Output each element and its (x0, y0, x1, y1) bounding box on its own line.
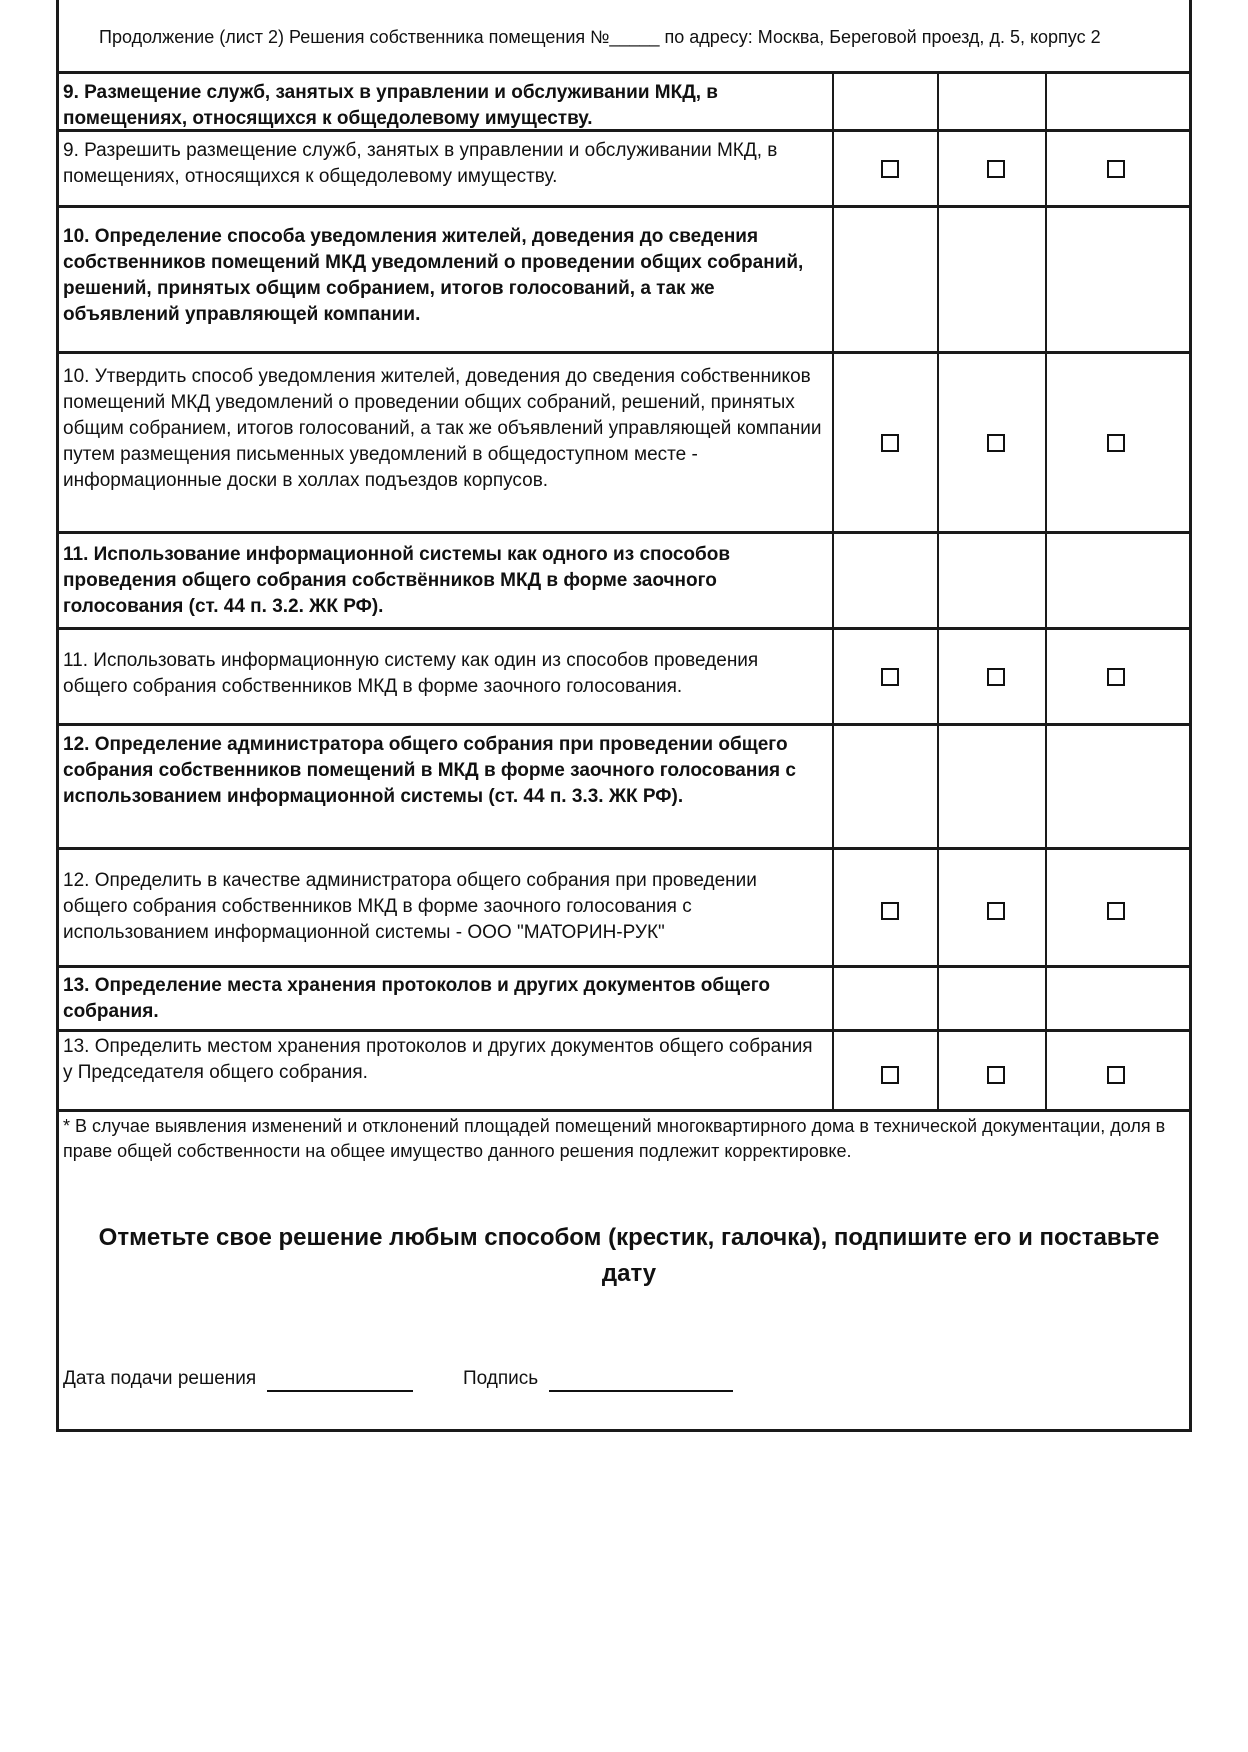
vote-abstain-checkbox[interactable] (1107, 902, 1125, 920)
column-divider (1045, 208, 1047, 351)
row-text: 12. Определение администратора общего собрания при проведении общего собрания собственников помещений в МКД в форме заочного голосования с использованием информационной системы (ст. 44 п. 3.3. ЖК РФ). (63, 734, 796, 807)
row-text: 13. Определение места хранения протоколов и других документов общего собрания. (63, 975, 770, 1022)
column-divider (832, 726, 834, 847)
question-row-9-decision (59, 132, 1189, 208)
column-divider (1045, 726, 1047, 847)
column-divider (937, 1032, 939, 1109)
row-text: 10. Утвердить способ уведомления жителей, доведения до сведения собственников помещений МКД уведомлений о проведении общих собраний, решений, принятых общим собранием, итогов голосований, а так же объявлений управляющей компании путем размещения письменных уведомлений в общедоступном месте - информационные доски в холлах подъездов корпусов. (63, 366, 822, 491)
column-divider (1045, 132, 1047, 205)
vote-against-checkbox[interactable] (987, 668, 1005, 686)
column-divider (1045, 354, 1047, 531)
date-field (63, 1366, 413, 1392)
question-row-13-decision (59, 1032, 1189, 1112)
row-text: 12. Определить в качестве администратора общего собрания при проведении общего собрания собственников МКД в форме заочного голосования с использованием информационной системы - ООО "МАТОРИН-РУК" (63, 870, 757, 943)
vote-against-checkbox[interactable] (987, 434, 1005, 452)
vote-abstain-checkbox[interactable] (1107, 434, 1125, 452)
column-divider (937, 74, 939, 129)
question-row-13-title (59, 968, 1189, 1032)
footnote: * В случае выявления изменений и отклонений площадей помещений многоквартирного дома в технической документации, доля в праве общей собственности на общее имущество данного решения подлежит корректировке. (63, 1116, 1166, 1161)
column-divider (832, 132, 834, 205)
instruction-heading: Отметьте свое решение любым способом (крестик, галочка), подпишите его и поставьте дату (98, 1224, 1160, 1287)
question-row-12-title (59, 726, 1189, 850)
column-divider (832, 354, 834, 531)
vote-for-checkbox[interactable] (881, 1066, 899, 1084)
row-text: 11. Использование информационной системы как одного из способов проведения общего собрания собствёнников МКД в форме заочного голосования (ст. 44 п. 3.2. ЖК РФ). (63, 544, 731, 617)
column-divider (937, 354, 939, 531)
row-text: 13. Определить местом хранения протоколов и других документов общего собрания у Председателя общего собрания. (63, 1036, 813, 1083)
page-header: Продолжение (лист 2) Решения собственника помещения №_____ по адресу: Москва, Береговой проезд, д. 5, корпус 2 (59, 0, 1189, 74)
question-row-11-title (59, 534, 1189, 630)
question-row-10-title (59, 208, 1189, 354)
vote-abstain-checkbox[interactable] (1107, 1066, 1125, 1084)
column-divider (937, 208, 939, 351)
row-text: 10. Определение способа уведомления жителей, доведения до сведения собственников помещений МКД уведомлений о проведении общих собраний, решений, принятых общим собранием, итогов голосований, а так же объявлений управляющей компании. (63, 226, 804, 325)
column-divider (937, 968, 939, 1029)
column-divider (1045, 968, 1047, 1029)
row-text: 11. Использовать информационную систему как один из способов проведения общего собрания собственников МКД в форме заочного голосования. (63, 650, 759, 697)
signature-input-line[interactable] (549, 1370, 733, 1392)
question-row-10-decision (59, 354, 1189, 534)
vote-abstain-checkbox[interactable] (1107, 160, 1125, 178)
vote-for-checkbox[interactable] (881, 160, 899, 178)
date-label: Дата подачи решения (63, 1368, 257, 1389)
vote-for-checkbox[interactable] (881, 668, 899, 686)
column-divider (832, 968, 834, 1029)
column-divider (1045, 534, 1047, 627)
vote-for-checkbox[interactable] (881, 902, 899, 920)
column-divider (1045, 74, 1047, 129)
column-divider (832, 630, 834, 723)
column-divider (1045, 630, 1047, 723)
column-divider (937, 850, 939, 965)
signature-field (463, 1366, 733, 1392)
signature-label: Подпись (463, 1368, 539, 1389)
column-divider (832, 534, 834, 627)
row-text: 9. Разрешить размещение служб, занятых в управлении и обслуживании МКД, в помещениях, относящихся к общедолевому имуществу. (63, 140, 778, 187)
document-frame (56, 0, 1192, 1432)
column-divider (832, 850, 834, 965)
vote-for-checkbox[interactable] (881, 434, 899, 452)
column-divider (1045, 850, 1047, 965)
date-input-line[interactable] (267, 1370, 413, 1392)
column-divider (937, 534, 939, 627)
question-row-12-decision (59, 850, 1189, 968)
question-row-9-title (59, 74, 1189, 132)
vote-against-checkbox[interactable] (987, 1066, 1005, 1084)
vote-against-checkbox[interactable] (987, 160, 1005, 178)
row-text: 9. Размещение служб, занятых в управлении и обслуживании МКД, в помещениях, относящихся к общедолевому имуществу. (63, 82, 718, 129)
column-divider (832, 74, 834, 129)
column-divider (832, 208, 834, 351)
column-divider (937, 726, 939, 847)
column-divider (937, 132, 939, 205)
vote-against-checkbox[interactable] (987, 902, 1005, 920)
column-divider (1045, 1032, 1047, 1109)
column-divider (832, 1032, 834, 1109)
vote-abstain-checkbox[interactable] (1107, 668, 1125, 686)
column-divider (937, 630, 939, 723)
question-row-11-decision (59, 630, 1189, 726)
